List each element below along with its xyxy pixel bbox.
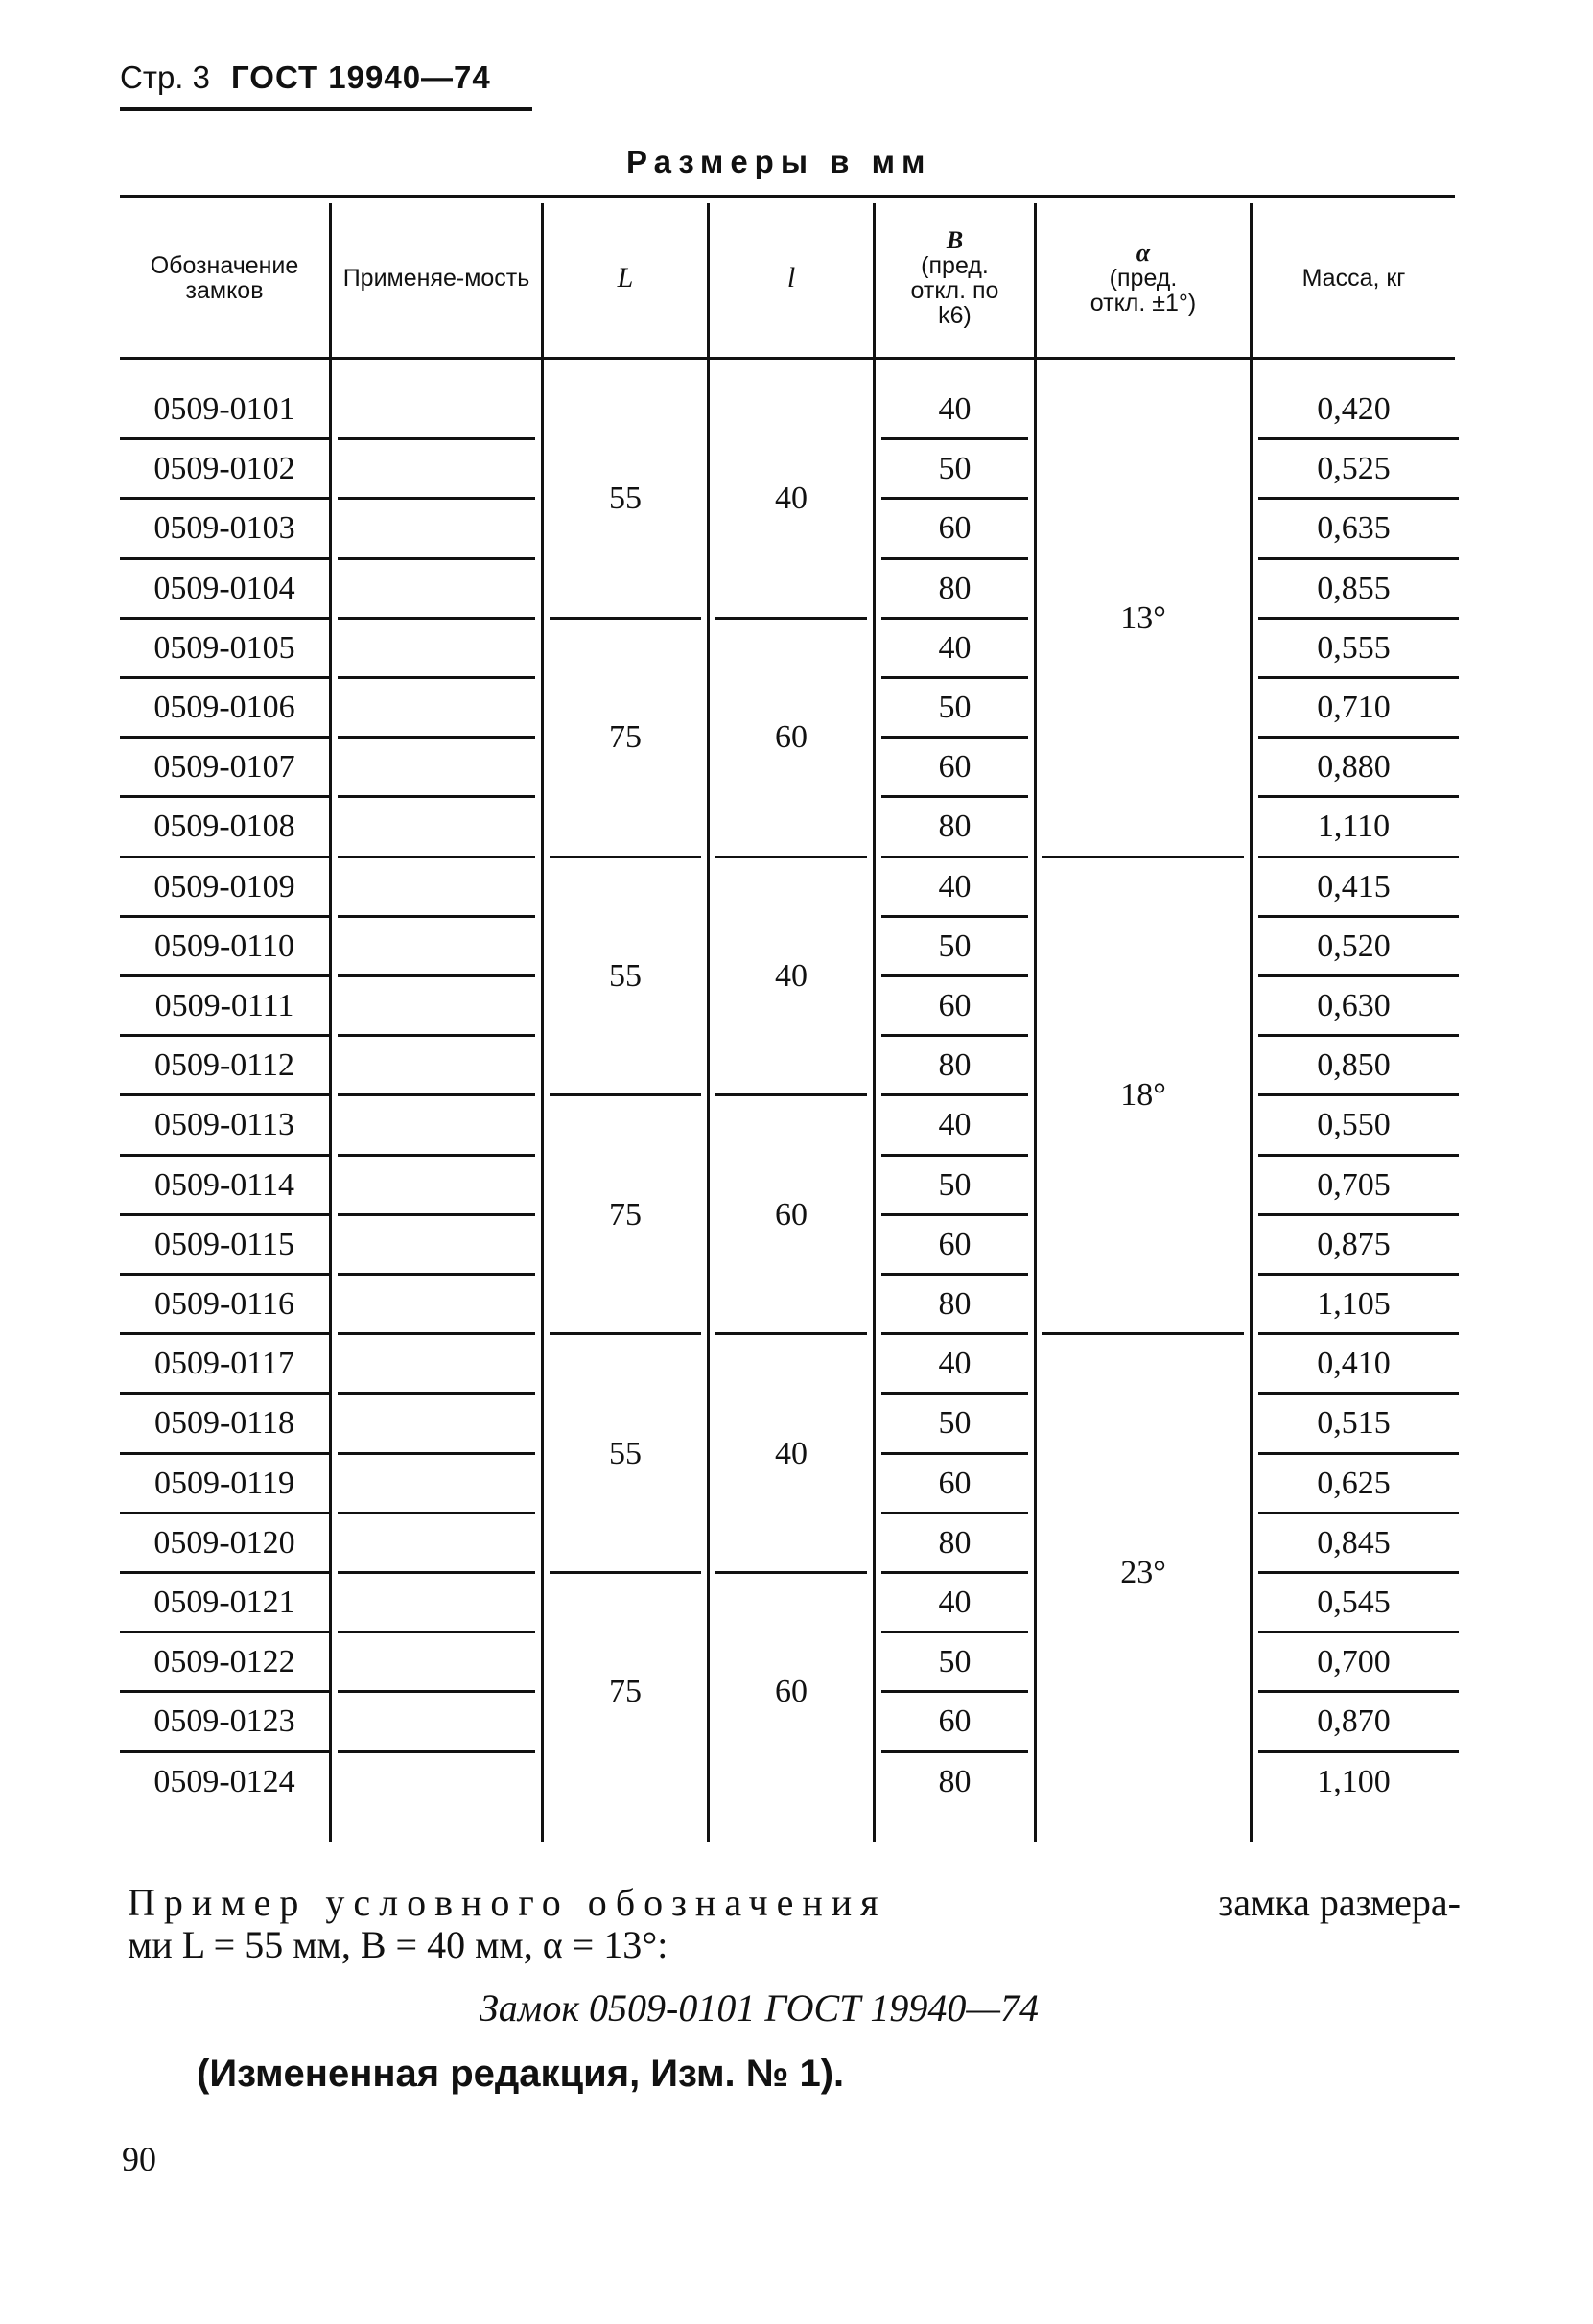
B-cell: 50	[938, 1644, 972, 1680]
designation-cell: 0509-0119	[153, 1465, 295, 1501]
B-cell: 60	[938, 1226, 972, 1262]
designation-cell: 0509-0112	[153, 1047, 295, 1084]
mass-cell: 0,555	[1317, 629, 1391, 666]
row-rule-applicability	[338, 915, 535, 918]
B-cell: 50	[938, 451, 972, 487]
example-designation: Замок 0509-0101 ГОСТ 19940—74	[480, 1986, 1039, 2030]
B-cell: 60	[938, 1703, 972, 1740]
L-group-value: 75	[609, 1674, 642, 1710]
row-rule-applicability	[338, 1452, 535, 1455]
B-cell: 50	[938, 1166, 972, 1203]
row-rule-applicability	[338, 497, 535, 500]
designation-cell: 0509-0121	[153, 1585, 295, 1620]
mass-cell: 0,700	[1317, 1644, 1391, 1680]
B-cell: 40	[938, 391, 972, 427]
mass-cell: 0,880	[1317, 749, 1391, 786]
l-group-value: 40	[775, 1435, 808, 1471]
row-rule-applicability	[338, 795, 535, 798]
designation-cell: 0509-0105	[153, 629, 295, 666]
B-cell: 60	[938, 510, 972, 547]
units-caption: Размеры в мм	[626, 144, 932, 179]
mass-cell: 0,875	[1317, 1226, 1391, 1262]
row-rule-applicability	[338, 617, 535, 620]
designation-cell: 0509-0108	[153, 809, 295, 845]
row-rule-applicability	[338, 676, 535, 679]
row-rule-applicability	[338, 1392, 535, 1395]
row-rule-applicability	[338, 557, 535, 560]
header-underline	[120, 107, 532, 111]
mass-cell: 0,415	[1317, 868, 1391, 904]
L-group-value: 75	[609, 1196, 642, 1232]
row-rule-applicability	[338, 736, 535, 739]
table-top-rule	[120, 195, 1455, 198]
row-rule-applicability	[338, 1273, 535, 1276]
page-label: Стр. 3	[120, 59, 210, 95]
B-cell: 80	[938, 1524, 972, 1561]
B-cell: 80	[938, 570, 972, 606]
L-group-value: 55	[609, 1435, 642, 1471]
B-cell: 80	[938, 809, 972, 845]
designation-cell: 0509-0107	[153, 749, 295, 786]
col-header-alpha-note: (пред. откл. ±1°)	[1089, 265, 1197, 317]
row-rule-applicability	[338, 1690, 535, 1693]
L-group-value: 55	[609, 957, 642, 994]
B-cell: 40	[938, 629, 972, 666]
row-rule-applicability	[338, 1571, 535, 1574]
mass-cell: 0,410	[1317, 1346, 1391, 1382]
designation-cell: 0509-0123	[153, 1703, 295, 1740]
mass-cell: 0,420	[1317, 391, 1391, 427]
mass-cell: 0,710	[1317, 690, 1391, 725]
B-cell: 40	[938, 1585, 972, 1620]
page-number: 90	[122, 2140, 156, 2178]
revision-note: (Измененная редакция, Изм. № 1).	[197, 2053, 845, 2095]
mass-cell: 0,515	[1317, 1405, 1391, 1442]
row-rule-applicability	[338, 1154, 535, 1157]
mass-cell: 0,550	[1317, 1107, 1391, 1143]
row-rule-applicability	[338, 1213, 535, 1216]
row-rule-applicability	[338, 437, 535, 440]
alpha-group-value: 18°	[1120, 1077, 1166, 1114]
col-header-B-stack	[898, 228, 1013, 328]
designation-cell: 0509-0117	[153, 1346, 295, 1382]
example-line-2: ми L = 55 мм, B = 40 мм, α = 13°:	[128, 1923, 668, 1966]
col-header-designation: Обозначение замков	[150, 252, 299, 304]
row-rule-applicability	[338, 1750, 535, 1753]
designation-cell: 0509-0109	[153, 868, 295, 904]
col-header-applicability: Применяе-мость	[342, 265, 530, 292]
example-line-1	[128, 1882, 1461, 1924]
B-cell: 50	[938, 927, 972, 964]
mass-cell: 0,525	[1317, 451, 1391, 487]
example-paragraph	[128, 1882, 1461, 1966]
col-header-alpha	[1037, 203, 1250, 353]
B-cell: 60	[938, 749, 972, 786]
designation-cell: 0509-0122	[153, 1644, 295, 1680]
mass-cell: 1,105	[1317, 1286, 1391, 1322]
row-rule-applicability	[338, 974, 535, 977]
B-cell: 80	[938, 1047, 972, 1084]
B-cell: 40	[938, 1346, 972, 1382]
alpha-group-value: 23°	[1120, 1554, 1166, 1590]
mass-cell: 0,855	[1317, 570, 1391, 606]
B-cell: 50	[938, 690, 972, 725]
col-divider-1	[329, 203, 332, 1842]
mass-cell: 0,705	[1317, 1166, 1391, 1203]
mass-cell: 0,635	[1317, 510, 1391, 547]
B-cell: 80	[938, 1286, 972, 1322]
l-group-value: 40	[775, 957, 808, 994]
B-cell: 50	[938, 1405, 972, 1442]
B-cell: 40	[938, 1107, 972, 1143]
B-cell: 60	[938, 988, 972, 1023]
designation-cell: 0509-0110	[153, 927, 295, 964]
mass-cell: 0,630	[1317, 988, 1391, 1023]
mass-cell: 0,850	[1317, 1047, 1391, 1084]
col-header-alpha-stack	[1086, 241, 1201, 316]
col-header-mass: Масса, кг	[1301, 265, 1406, 292]
col-header-B	[876, 203, 1034, 353]
col-header-L: L	[617, 262, 634, 293]
alpha-group-value: 13°	[1120, 599, 1166, 636]
designation-cell: 0509-0102	[153, 451, 295, 487]
designation-cell: 0509-0111	[154, 988, 294, 1023]
B-cell: 80	[938, 1763, 972, 1799]
designation-cell: 0509-0118	[153, 1405, 295, 1442]
standard-number: ГОСТ 19940—74	[231, 59, 491, 95]
row-rule-applicability	[338, 856, 535, 858]
mass-cell: 0,845	[1317, 1524, 1391, 1561]
col-header-B-symbol: B	[946, 226, 964, 254]
designation-cell: 0509-0116	[153, 1286, 295, 1322]
designation-cell: 0509-0104	[153, 570, 295, 606]
designation-cell: 0509-0124	[153, 1763, 295, 1799]
col-header-l: l	[786, 262, 796, 293]
designation-cell: 0509-0106	[153, 690, 295, 725]
table-header-rule	[120, 357, 1455, 360]
example-text-spaced: Пример условного обозначения	[128, 1881, 887, 1924]
col-header-B-note: (пред. откл. по k6)	[910, 252, 999, 329]
designation-cell: 0509-0115	[153, 1226, 295, 1262]
L-group-value: 55	[609, 481, 642, 517]
mass-cell: 0,870	[1317, 1703, 1391, 1740]
L-group-value: 75	[609, 719, 642, 756]
B-cell: 60	[938, 1465, 972, 1501]
row-rule-applicability	[338, 1631, 535, 1633]
mass-cell: 1,110	[1317, 809, 1391, 845]
l-group-value: 60	[775, 1196, 808, 1232]
mass-cell: 0,625	[1317, 1465, 1391, 1501]
header-line	[120, 59, 491, 96]
designation-cell: 0509-0113	[153, 1107, 295, 1143]
B-cell: 40	[938, 868, 972, 904]
mass-cell: 0,520	[1317, 927, 1391, 964]
example-text-tail: замка размера-	[1218, 1881, 1461, 1924]
row-rule-applicability	[338, 1332, 535, 1335]
l-group-value: 40	[775, 481, 808, 517]
designation-cell: 0509-0101	[153, 391, 295, 427]
designation-cell: 0509-0120	[153, 1524, 295, 1561]
designation-cell: 0509-0103	[153, 510, 295, 547]
mass-cell: 0,545	[1317, 1585, 1391, 1620]
col-header-alpha-symbol: α	[1136, 239, 1151, 267]
l-group-value: 60	[775, 719, 808, 756]
row-rule-applicability	[338, 1093, 535, 1096]
row-rule-applicability	[338, 1034, 535, 1037]
row-rule-applicability	[338, 1512, 535, 1514]
designation-cell: 0509-0114	[153, 1166, 295, 1203]
l-group-value: 60	[775, 1674, 808, 1710]
mass-cell: 1,100	[1317, 1763, 1391, 1799]
